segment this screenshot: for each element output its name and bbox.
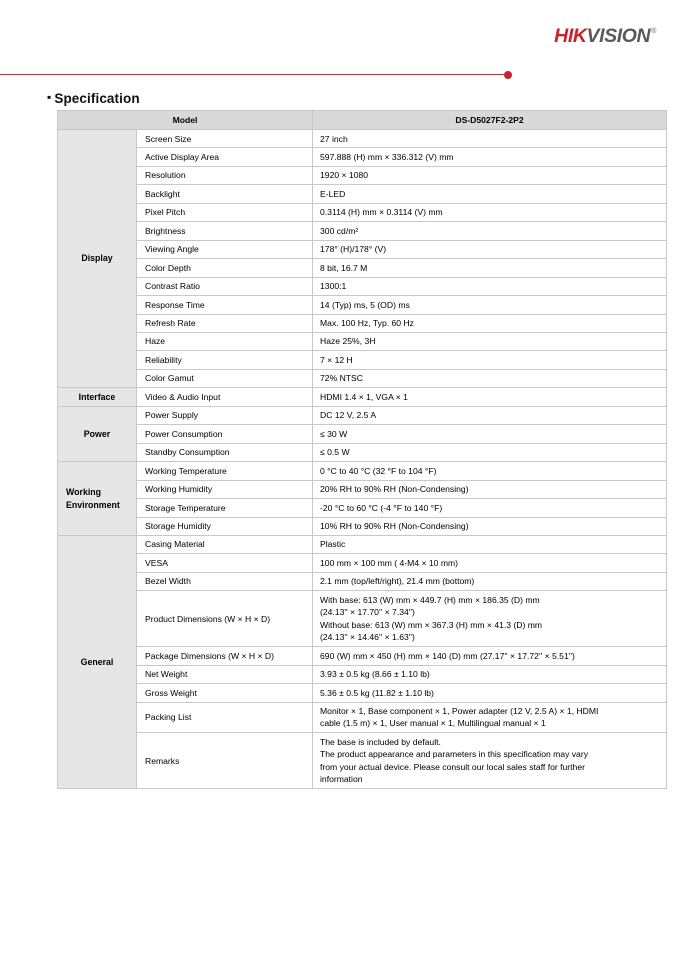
- row-value-line: Max. 100 Hz, Typ. 60 Hz: [320, 318, 414, 329]
- row-item-label: Refresh Rate: [137, 314, 313, 332]
- row-item-label: Working Humidity: [137, 480, 313, 498]
- row-value-line: The product appearance and parameters in this specification may vary: [320, 749, 588, 760]
- row-value-line: 8 bit, 16.7 M: [320, 262, 368, 273]
- row-item-label: Working Temperature: [137, 462, 313, 480]
- table-row: [58, 684, 667, 702]
- row-item-label: Brightness: [137, 222, 313, 240]
- row-item-label: Viewing Angle: [137, 240, 313, 258]
- row-value-line: E-LED: [320, 188, 346, 199]
- row-value-line: Without base: 613 (W) mm × 367.3 (H) mm × 41.3 (D) mm: [320, 619, 543, 630]
- row-value: [313, 277, 667, 295]
- row-value: [313, 480, 667, 498]
- page-title: [47, 91, 140, 106]
- row-item-label: Standby Consumption: [137, 443, 313, 461]
- table-row: [58, 332, 667, 350]
- row-value-line: 10% RH to 90% RH (Non-Condensing): [320, 521, 469, 532]
- row-value: [313, 535, 667, 553]
- table-row: [58, 130, 667, 148]
- table-row: [58, 166, 667, 184]
- row-category-label: General: [58, 535, 137, 788]
- row-value-line: ≤ 0.5 W: [320, 447, 350, 458]
- row-value-line: 14 (Typ) ms, 5 (OD) ms: [320, 299, 410, 310]
- table-row: [58, 462, 667, 480]
- row-value: [313, 332, 667, 350]
- row-value: [313, 684, 667, 702]
- row-item-label: Screen Size: [137, 130, 313, 148]
- row-item-label: Contrast Ratio: [137, 277, 313, 295]
- table-row: [58, 499, 667, 517]
- row-value-line: 178° (H)/178° (V): [320, 244, 387, 255]
- row-value-line: With base: 613 (W) mm × 449.7 (H) mm × 186.35 (D) mm: [320, 594, 540, 605]
- table-row: [58, 148, 667, 166]
- row-category-label: Interface: [58, 388, 137, 406]
- row-value: [313, 259, 667, 277]
- table-row: [58, 185, 667, 203]
- row-value: [313, 665, 667, 683]
- table-row: [58, 702, 667, 733]
- row-item-label: Pixel Pitch: [137, 203, 313, 221]
- row-value-line: 20% RH to 90% RH (Non-Condensing): [320, 484, 469, 495]
- row-value: [313, 185, 667, 203]
- row-value-line: cable (1.5 m) × 1, User manual × 1, Multilingual manual × 1: [320, 718, 546, 729]
- table-row: [58, 277, 667, 295]
- row-value-line: 3.93 ± 0.5 kg (8.66 ± 1.10 lb): [320, 669, 430, 680]
- row-value-line: information: [320, 774, 363, 785]
- row-value-line: (24.13'' × 17.70'' × 7.34''): [320, 607, 415, 618]
- table-row: [58, 535, 667, 553]
- table-row: [58, 517, 667, 535]
- row-value: [313, 733, 667, 789]
- row-item-label: Backlight: [137, 185, 313, 203]
- row-item-label: Video & Audio Input: [137, 388, 313, 406]
- table-row: [58, 591, 667, 647]
- logo-text-vision: VISION: [586, 25, 651, 47]
- row-value: [313, 702, 667, 733]
- row-item-label: Reliability: [137, 351, 313, 369]
- row-item-label: Storage Temperature: [137, 499, 313, 517]
- table-row: [58, 554, 667, 572]
- table-row: [58, 665, 667, 683]
- row-item-label: Remarks: [137, 733, 313, 789]
- row-item-label: Color Depth: [137, 259, 313, 277]
- table-row: [58, 296, 667, 314]
- row-value: [313, 647, 667, 665]
- row-value: [313, 591, 667, 647]
- logo-trademark-icon: ®: [651, 28, 656, 35]
- row-value-line: 27 inch: [320, 133, 348, 144]
- row-item-label: Gross Weight: [137, 684, 313, 702]
- row-value-line: 1920 × 1080: [320, 170, 369, 181]
- row-value-line: 7 × 12 H: [320, 354, 353, 365]
- row-value-line: 597.888 (H) mm × 336.312 (V) mm: [320, 151, 454, 162]
- row-value-line: 1300:1: [320, 281, 347, 292]
- row-value-line: 100 mm × 100 mm ( 4-M4 × 10 mm): [320, 557, 459, 568]
- column-header-model-value: DS-D5027F2-2P2: [313, 111, 667, 130]
- row-value-line: 300 cd/m²: [320, 225, 359, 236]
- row-item-label: Package Dimensions (W × H × D): [137, 647, 313, 665]
- row-item-label: Bezel Width: [137, 572, 313, 590]
- row-value-line: 2.1 mm (top/left/right), 21.4 mm (bottom): [320, 576, 475, 587]
- row-value-line: 5.36 ± 0.5 kg (11.82 ± 1.10 lb): [320, 687, 434, 698]
- row-item-label: Haze: [137, 332, 313, 350]
- row-value: [313, 296, 667, 314]
- row-value-line: (24.13'' × 14.46'' × 1.63''): [320, 632, 415, 643]
- row-item-label: Product Dimensions (W × H × D): [137, 591, 313, 647]
- row-value-line: 72% NTSC: [320, 373, 363, 384]
- row-item-label: Storage Humidity: [137, 517, 313, 535]
- row-item-label: Power Consumption: [137, 425, 313, 443]
- table-row: [58, 480, 667, 498]
- table-header-row: [58, 111, 667, 130]
- row-value: [313, 314, 667, 332]
- table-row: [58, 572, 667, 590]
- row-value: [313, 517, 667, 535]
- row-item-label: Power Supply: [137, 406, 313, 424]
- header-divider-line: [0, 74, 506, 75]
- bullet-icon: ▪: [47, 90, 52, 104]
- row-value-line: -20 °C to 60 °C (-4 °F to 140 °F): [320, 502, 443, 513]
- row-value: [313, 166, 667, 184]
- row-category-label: Working Environment: [58, 462, 137, 536]
- row-item-label: Response Time: [137, 296, 313, 314]
- table-row: [58, 443, 667, 461]
- row-value-line: 690 (W) mm × 450 (H) mm × 140 (D) mm (27.17'' × 17.72'' × 5.51''): [320, 650, 575, 661]
- row-item-label: VESA: [137, 554, 313, 572]
- table-row: [58, 259, 667, 277]
- page-header: [0, 0, 678, 88]
- row-value: [313, 388, 667, 406]
- row-value: [313, 222, 667, 240]
- logo-text-hik: HIK: [554, 25, 587, 47]
- row-item-label: Casing Material: [137, 535, 313, 553]
- row-value-line: 0 °C to 40 °C (32 °F to 104 °F): [320, 465, 437, 476]
- row-value: [313, 203, 667, 221]
- row-value: [313, 425, 667, 443]
- row-value-line: from your actual device. Please consult our local sales staff for further: [320, 761, 585, 772]
- row-category-label: Display: [58, 130, 137, 388]
- row-value-line: 0.3114 (H) mm × 0.3114 (V) mm: [320, 207, 443, 218]
- row-value-line: ≤ 30 W: [320, 428, 348, 439]
- header-divider: [0, 70, 520, 80]
- table-row: [58, 647, 667, 665]
- table-row: [58, 425, 667, 443]
- row-value-line: HDMI 1.4 × 1, VGA × 1: [320, 391, 408, 402]
- table-head: [58, 111, 667, 130]
- row-item-label: Active Display Area: [137, 148, 313, 166]
- row-value: [313, 443, 667, 461]
- table-row: [58, 222, 667, 240]
- row-value-line: Monitor × 1, Base component × 1, Power adapter (12 V, 2.5 A) × 1, HDMI: [320, 706, 599, 716]
- row-item-label: Color Gamut: [137, 369, 313, 387]
- row-value-line: Plastic: [320, 539, 346, 550]
- table-row: [58, 203, 667, 221]
- table-row: [58, 388, 667, 406]
- row-value: [313, 406, 667, 424]
- specification-table-container: [57, 110, 666, 789]
- row-value-line: DC 12 V, 2.5 A: [320, 410, 377, 421]
- row-value: [313, 499, 667, 517]
- row-value: [313, 462, 667, 480]
- table-body: [58, 130, 667, 789]
- column-header-model: Model: [58, 111, 313, 130]
- row-item-label: Packing List: [137, 702, 313, 733]
- hikvision-logo: [554, 27, 656, 47]
- row-value: [313, 130, 667, 148]
- row-value: [313, 148, 667, 166]
- row-value: [313, 240, 667, 258]
- page-title-label: Specification: [54, 91, 140, 106]
- row-item-label: Net Weight: [137, 665, 313, 683]
- table-row: [58, 733, 667, 789]
- row-value: [313, 554, 667, 572]
- table-row: [58, 351, 667, 369]
- row-value: [313, 572, 667, 590]
- header-divider-dot-icon: [504, 71, 512, 79]
- table-row: [58, 369, 667, 387]
- row-value: [313, 351, 667, 369]
- table-row: [58, 314, 667, 332]
- row-value: [313, 369, 667, 387]
- specification-table: [57, 110, 667, 789]
- row-category-label: Power: [58, 406, 137, 461]
- table-row: [58, 240, 667, 258]
- row-value-line: Haze 25%, 3H: [320, 336, 376, 347]
- row-value-line: The base is included by default.: [320, 736, 441, 747]
- row-item-label: Resolution: [137, 166, 313, 184]
- table-row: [58, 406, 667, 424]
